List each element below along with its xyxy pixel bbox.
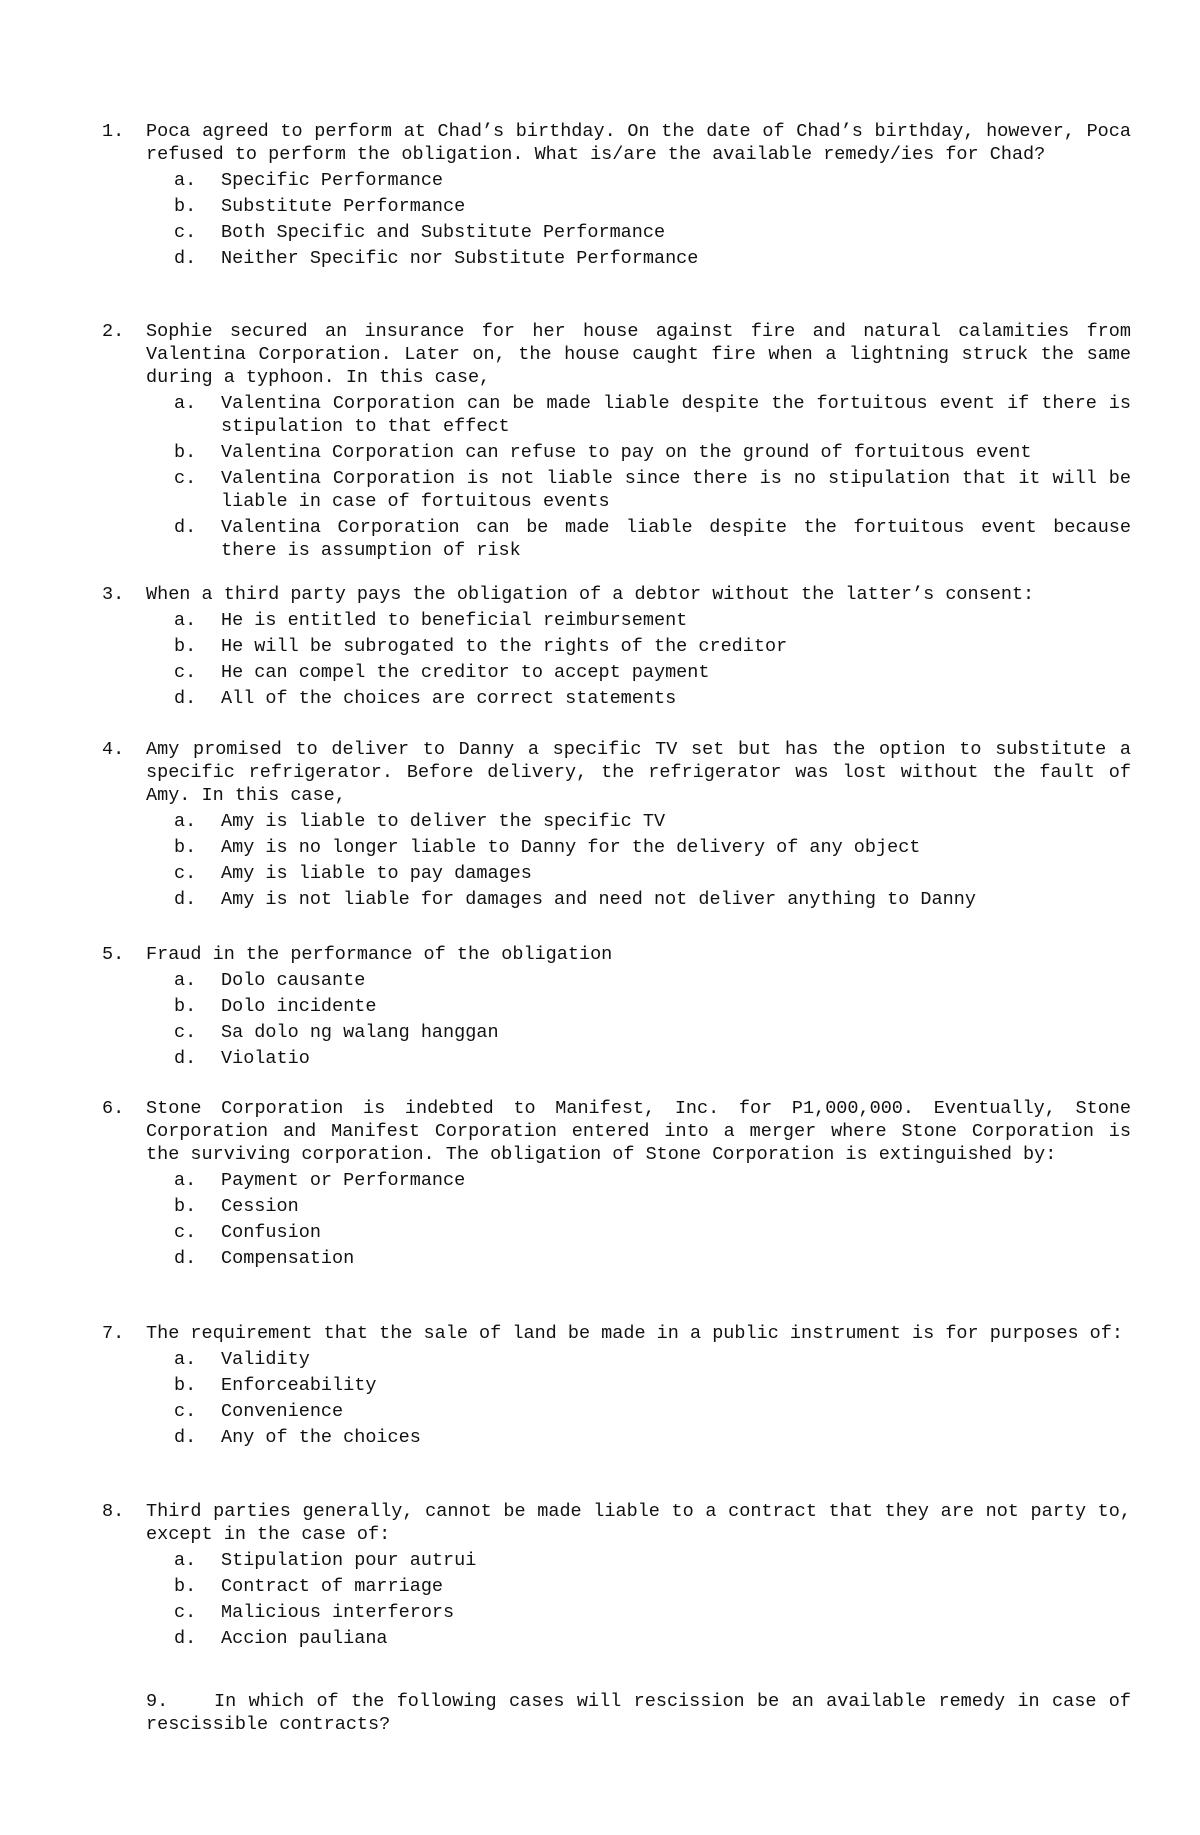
answer-option xyxy=(0,1627,1200,1650)
option-letter: a. xyxy=(174,1349,197,1370)
option-text: Validity xyxy=(221,1349,310,1370)
option-text: Enforceability xyxy=(221,1375,377,1396)
question-9-text: In which of the following cases will rescission be an available remedy in case of rescissible contracts? xyxy=(146,1691,1131,1735)
option-text: Valentina Corporation can refuse to pay on the ground of fortuitous event xyxy=(221,442,1032,463)
answer-option xyxy=(0,836,1200,859)
question-text: Fraud in the performance of the obligation xyxy=(146,944,613,965)
option-text: Convenience xyxy=(221,1401,344,1422)
option-text: Malicious interferors xyxy=(221,1602,455,1623)
answer-option xyxy=(0,467,1200,513)
option-text: Accion pauliana xyxy=(221,1628,388,1649)
question-text: Sophie secured an insurance for her house against fire and natural calamities from Valentina Corporation. Later on, the house caught fire when a lightning struck the same during a typhoon. In this case, xyxy=(146,321,1131,388)
answer-option xyxy=(0,169,1200,192)
answer-option xyxy=(0,221,1200,244)
answer-options xyxy=(0,1549,1200,1650)
question-number: 4. xyxy=(102,739,125,760)
option-letter: d. xyxy=(174,517,197,538)
question-2 xyxy=(0,320,1200,562)
answer-option xyxy=(0,1247,1200,1270)
question-text: Third parties generally, cannot be made liable to a contract that they are not party to, except in the case of: xyxy=(146,1501,1131,1545)
question-8 xyxy=(0,1500,1200,1650)
question-number: 1. xyxy=(102,121,125,142)
option-text: Cession xyxy=(221,1196,299,1217)
option-letter: b. xyxy=(174,196,197,217)
question-number: 8. xyxy=(102,1501,125,1522)
answer-option xyxy=(0,995,1200,1018)
answer-option xyxy=(0,195,1200,218)
answer-option xyxy=(0,810,1200,833)
question-4 xyxy=(0,738,1200,911)
option-text: Amy is not liable for damages and need not deliver anything to Danny xyxy=(221,889,976,910)
option-letter: b. xyxy=(174,1576,197,1597)
question-3 xyxy=(0,583,1200,710)
question-text: The requirement that the sale of land be made in a public instrument is for purposes of: xyxy=(146,1323,1123,1344)
question-1 xyxy=(0,120,1200,270)
answer-option xyxy=(0,1047,1200,1070)
answer-option xyxy=(0,1348,1200,1371)
answer-option xyxy=(0,516,1200,562)
option-letter: a. xyxy=(174,1550,197,1571)
option-text: Dolo incidente xyxy=(221,996,377,1017)
question-6 xyxy=(0,1097,1200,1270)
answer-option xyxy=(0,441,1200,464)
option-letter: c. xyxy=(174,1222,197,1243)
answer-option xyxy=(0,1601,1200,1624)
answer-option xyxy=(0,1549,1200,1572)
answer-options xyxy=(0,1348,1200,1449)
answer-option xyxy=(0,247,1200,270)
option-text: Amy is liable to pay damages xyxy=(221,863,532,884)
option-letter: d. xyxy=(174,688,197,709)
answer-option xyxy=(0,1221,1200,1244)
option-letter: b. xyxy=(174,442,197,463)
question-text: Stone Corporation is indebted to Manifest, Inc. for P1,000,000. Eventually, Stone Corporation and Manifest Corporation entered into a merger where Stone Corporation is the surviving corporation. The obligation of Stone Corporation is extinguished by: xyxy=(146,1098,1131,1165)
option-text: Contract of marriage xyxy=(221,1576,444,1597)
question-9-number: 9. xyxy=(146,1691,169,1712)
option-text: Amy is no longer liable to Danny for the delivery of any object xyxy=(221,837,921,858)
answer-option xyxy=(0,1195,1200,1218)
option-letter: a. xyxy=(174,970,197,991)
option-text: He is entitled to beneficial reimbursement xyxy=(221,610,688,631)
option-letter: d. xyxy=(174,248,197,269)
option-text: Specific Performance xyxy=(221,170,444,191)
answer-option xyxy=(0,1169,1200,1192)
option-letter: b. xyxy=(174,837,197,858)
option-letter: a. xyxy=(174,393,197,414)
option-text: Both Specific and Substitute Performance xyxy=(221,222,666,243)
answer-option xyxy=(0,392,1200,438)
option-letter: d. xyxy=(174,1427,197,1448)
option-letter: d. xyxy=(174,1048,197,1069)
answer-options xyxy=(0,169,1200,270)
option-letter: a. xyxy=(174,1170,197,1191)
question-number: 2. xyxy=(102,321,125,342)
answer-option xyxy=(0,1021,1200,1044)
option-text: Dolo causante xyxy=(221,970,366,991)
answer-option xyxy=(0,609,1200,632)
option-text: Sa dolo ng walang hanggan xyxy=(221,1022,499,1043)
option-text: Any of the choices xyxy=(221,1427,421,1448)
answer-option xyxy=(0,1374,1200,1397)
answer-option xyxy=(0,969,1200,992)
option-letter: c. xyxy=(174,1602,197,1623)
question-9-text-block xyxy=(146,1690,1131,1736)
question-number: 6. xyxy=(102,1098,125,1119)
option-letter: a. xyxy=(174,170,197,191)
answer-options xyxy=(0,392,1200,562)
option-text: Valentina Corporation can be made liable despite the fortuitous event because there is assumption of risk xyxy=(221,517,1131,561)
answer-option xyxy=(0,687,1200,710)
option-letter: a. xyxy=(174,610,197,631)
answer-options xyxy=(0,609,1200,710)
question-text: Poca agreed to perform at Chad’s birthday. On the date of Chad’s birthday, however, Poca refused to perform the obligation. What is/are the available remedy/ies for Chad? xyxy=(146,121,1131,165)
option-text: He can compel the creditor to accept payment xyxy=(221,662,710,683)
option-text: Amy is liable to deliver the specific TV xyxy=(221,811,666,832)
option-text: Stipulation pour autrui xyxy=(221,1550,477,1571)
answer-option xyxy=(0,635,1200,658)
question-number: 3. xyxy=(102,584,125,605)
option-text: Payment or Performance xyxy=(221,1170,466,1191)
answer-options xyxy=(0,810,1200,911)
question-5 xyxy=(0,943,1200,1070)
option-letter: b. xyxy=(174,1196,197,1217)
option-letter: a. xyxy=(174,811,197,832)
option-letter: d. xyxy=(174,889,197,910)
question-text: When a third party pays the obligation of a debtor without the latter’s consent: xyxy=(146,584,1035,605)
question-number: 5. xyxy=(102,944,125,965)
question-9 xyxy=(0,1690,1200,1736)
answer-option xyxy=(0,862,1200,885)
question-text: Amy promised to deliver to Danny a specific TV set but has the option to substitute a specific refrigerator. Before delivery, the refrigerator was lost without the fault of Amy. In this case, xyxy=(146,739,1131,806)
option-letter: c. xyxy=(174,468,197,489)
option-letter: d. xyxy=(174,1628,197,1649)
option-text: He will be subrogated to the rights of the creditor xyxy=(221,636,788,657)
option-text: Compensation xyxy=(221,1248,355,1269)
option-letter: c. xyxy=(174,222,197,243)
option-text: Violatio xyxy=(221,1048,310,1069)
option-text: Substitute Performance xyxy=(221,196,466,217)
option-letter: c. xyxy=(174,1022,197,1043)
answer-option xyxy=(0,1426,1200,1449)
question-number: 7. xyxy=(102,1323,125,1344)
option-letter: c. xyxy=(174,1401,197,1422)
option-letter: b. xyxy=(174,1375,197,1396)
option-letter: d. xyxy=(174,1248,197,1269)
option-text: Confusion xyxy=(221,1222,321,1243)
option-letter: b. xyxy=(174,996,197,1017)
answer-option xyxy=(0,888,1200,911)
option-text: Neither Specific nor Substitute Performance xyxy=(221,248,699,269)
option-letter: c. xyxy=(174,863,197,884)
question-7 xyxy=(0,1322,1200,1449)
option-text: All of the choices are correct statements xyxy=(221,688,677,709)
answer-option xyxy=(0,1575,1200,1598)
option-text: Valentina Corporation is not liable since there is no stipulation that it will be liable in case of fortuitous events xyxy=(221,468,1131,512)
answer-option xyxy=(0,661,1200,684)
answer-options xyxy=(0,969,1200,1070)
answer-option xyxy=(0,1400,1200,1423)
option-letter: b. xyxy=(174,636,197,657)
option-text: Valentina Corporation can be made liable despite the fortuitous event if there is stipulation to that effect xyxy=(221,393,1131,437)
answer-options xyxy=(0,1169,1200,1270)
option-letter: c. xyxy=(174,662,197,683)
